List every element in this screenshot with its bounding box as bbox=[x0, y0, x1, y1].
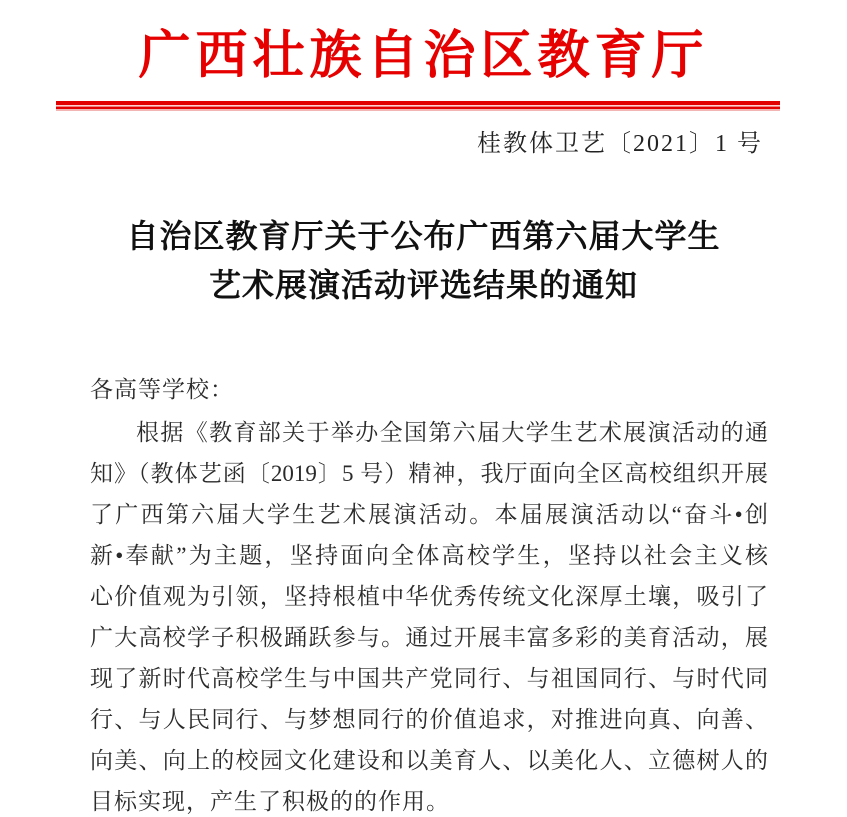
body-line: 新•奉献”为主题，坚持面向全体高校学生，坚持以社会主义核 bbox=[90, 543, 768, 568]
letterhead-divider-rule bbox=[56, 101, 780, 111]
salutation-line: 各高等学校： bbox=[90, 377, 234, 402]
document-title-line-2: 艺术展演活动评选结果的通知 bbox=[208, 267, 638, 303]
body-line: 根据《教育部关于举办全国第六届大学生艺术展演活动的通 bbox=[136, 420, 768, 445]
body-line: 行、与人民同行、与梦想同行的价值追求，对推进向真、向善、 bbox=[90, 707, 768, 732]
body-line: 了广西第六届大学生艺术展演活动。本届展演活动以“奋斗•创 bbox=[90, 502, 768, 527]
body-line: 知》（教体艺函〔2019〕5 号）精神，我厅面向全区高校组织开展 bbox=[90, 461, 768, 486]
body-line: 目标实现，产生了积极的的作用。 bbox=[90, 789, 450, 814]
body-line: 向美、向上的校园文化建设和以美育人、以美化人、立德树人的 bbox=[90, 748, 768, 773]
body-line: 心价值观为引领，坚持根植中华优秀传统文化深厚土壤，吸引了 bbox=[90, 584, 768, 609]
body-line: 现了新时代高校学生与中国共产党同行、与祖国同行、与时代同 bbox=[90, 666, 768, 691]
document-reference-number: 桂教体卫艺〔2021〕1 号 bbox=[477, 131, 763, 157]
agency-letterhead-title: 广西壮族自治区教育厅 bbox=[138, 28, 709, 85]
document-title bbox=[0, 212, 847, 310]
document-title-line-1: 自治区教育厅关于公布广西第六届大学生 bbox=[126, 218, 721, 254]
document-body bbox=[90, 368, 768, 817]
body-line: 广大高校学子积极踊跃参与。通过开展丰富多彩的美育活动，展 bbox=[90, 625, 768, 650]
